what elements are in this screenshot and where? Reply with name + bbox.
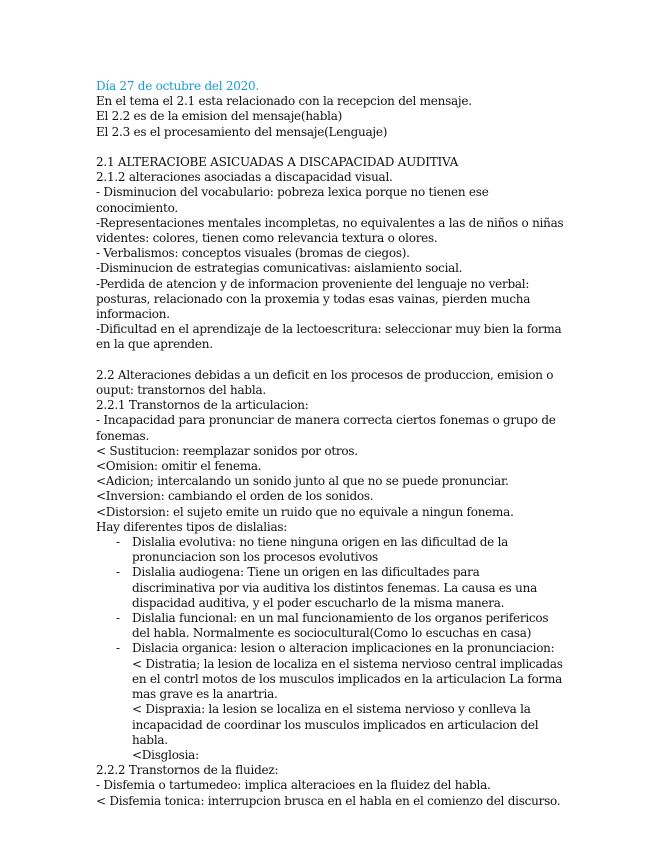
- spacer: [96, 353, 566, 368]
- text-line: <Omision: omitir el fenema.: [96, 459, 262, 474]
- document-body: [96, 79, 566, 809]
- spacer: [96, 140, 566, 155]
- list-item: [96, 535, 566, 565]
- intro-line: En el tema el 2.1 esta relacionado con la recepcion del mensaje.: [96, 94, 472, 109]
- text-line: - Verbalismos: conceptos visuales (bromas de ciegos).: [96, 246, 410, 261]
- text-line: < Disfemia tonica: interrupcion brusca en el habla en el comienzo del discurso.: [96, 793, 561, 808]
- list-item: [96, 611, 566, 641]
- list-bullet: -: [116, 535, 120, 550]
- list-subitem: < Dispraxia: la lesion se localiza en el sistema nervioso y conlleva la incapacidad de coordinar los musculos implicados en articulacion del habla.: [132, 702, 539, 747]
- list-item: [96, 565, 566, 611]
- section-subheading: 2.2.2 Transtornos de la fluidez:: [96, 763, 279, 778]
- text-line: <Distorsion: el sujeto emite un ruido que no equivale a ningun fonema.: [96, 504, 514, 519]
- section-subheading: 2.1.2 alteraciones asociadas a discapacidad visual.: [96, 170, 393, 185]
- list-bullet: -: [116, 641, 120, 656]
- text-line: < Sustitucion: reemplazar sonidos por otros.: [96, 443, 358, 458]
- list-subitem: <Disglosia:: [132, 747, 199, 762]
- list-item-text: Dislalia audiogena: Tiene un origen en las dificultades para discriminativa por via auditiva los distintos fenemas. La causa es una dispacidad auditiva, y el poder escucharlo de la misma manera.: [132, 565, 538, 610]
- text-line: -Dificultad en el aprendizaje de la lectoescritura: seleccionar muy bien la forma en la que aprenden.: [96, 322, 562, 352]
- section-heading: 2.1 ALTERACIOBE ASICUADAS A DISCAPACIDAD AUDITIVA: [96, 155, 459, 169]
- list-item-text: Dislalia funcional: en un mal funcionamiento de los organos perifericos del habla. Normalmente es sociocultural(Como lo escuchas en casa): [132, 611, 549, 641]
- text-line: -Perdida de atencion y de informacion proveniente del lenguaje no verbal: posturas, relacionado con la proxemia y todas esas vainas, pierden mucha informacion.: [96, 276, 531, 322]
- list-item: [96, 641, 566, 763]
- text-line: <Inversion: cambiando el orden de los sonidos.: [96, 489, 374, 504]
- section-subheading: 2.2.1 Transtornos de la articulacion:: [96, 398, 309, 413]
- list-subitem: < Distratia; la lesion de localiza en el sistema nervioso central implicadas en el contrl motos de los musculos implicados en la articulacion La forma mas grave es la anartria.: [132, 656, 563, 702]
- intro-line: El 2.2 es de la emision del mensaje(habla): [96, 109, 343, 124]
- text-line: - Incapacidad para pronunciar de manera correcta ciertos fonemas o grupo de fonemas.: [96, 413, 556, 443]
- list-item-text: Dislalia evolutiva: no tiene ninguna origen en las dificultad de la pronunciacion son los procesos evolutivos: [132, 535, 509, 565]
- text-line: - Disfemia o tartumedeo: implica alteracioes en la fluidez del habla.: [96, 778, 491, 793]
- text-line: <Adicion; intercalando un sonido junto al que no se puede pronunciar.: [96, 474, 509, 489]
- section-heading: 2.2 Alteraciones debidas a un deficit en los procesos de produccion, emision o ouput: transtornos del habla.: [96, 367, 554, 398]
- list-bullet: -: [116, 611, 120, 626]
- intro-line: El 2.3 es el procesamiento del mensaje(Lenguaje): [96, 124, 388, 139]
- list-item-text: Dislacia organica: lesion o alteracion implicaciones en la pronunciacion:: [132, 641, 555, 656]
- dislalia-list: [96, 535, 566, 763]
- text-line: Hay diferentes tipos de dislalias:: [96, 519, 288, 534]
- text-line: -Representaciones mentales incompletas, no equivalentes a las de niños o niñas videntes: colores, tienen como relevancia textura o olores.: [96, 215, 564, 246]
- text-line: -Disminucion de estrategias comunicativas: aislamiento social.: [96, 261, 463, 276]
- document-date: Día 27 de octubre del 2020.: [96, 79, 259, 93]
- list-bullet: -: [116, 565, 120, 580]
- text-line: - Disminucion del vocabulario: pobreza lexica porque no tienen ese conocimiento.: [96, 185, 489, 215]
